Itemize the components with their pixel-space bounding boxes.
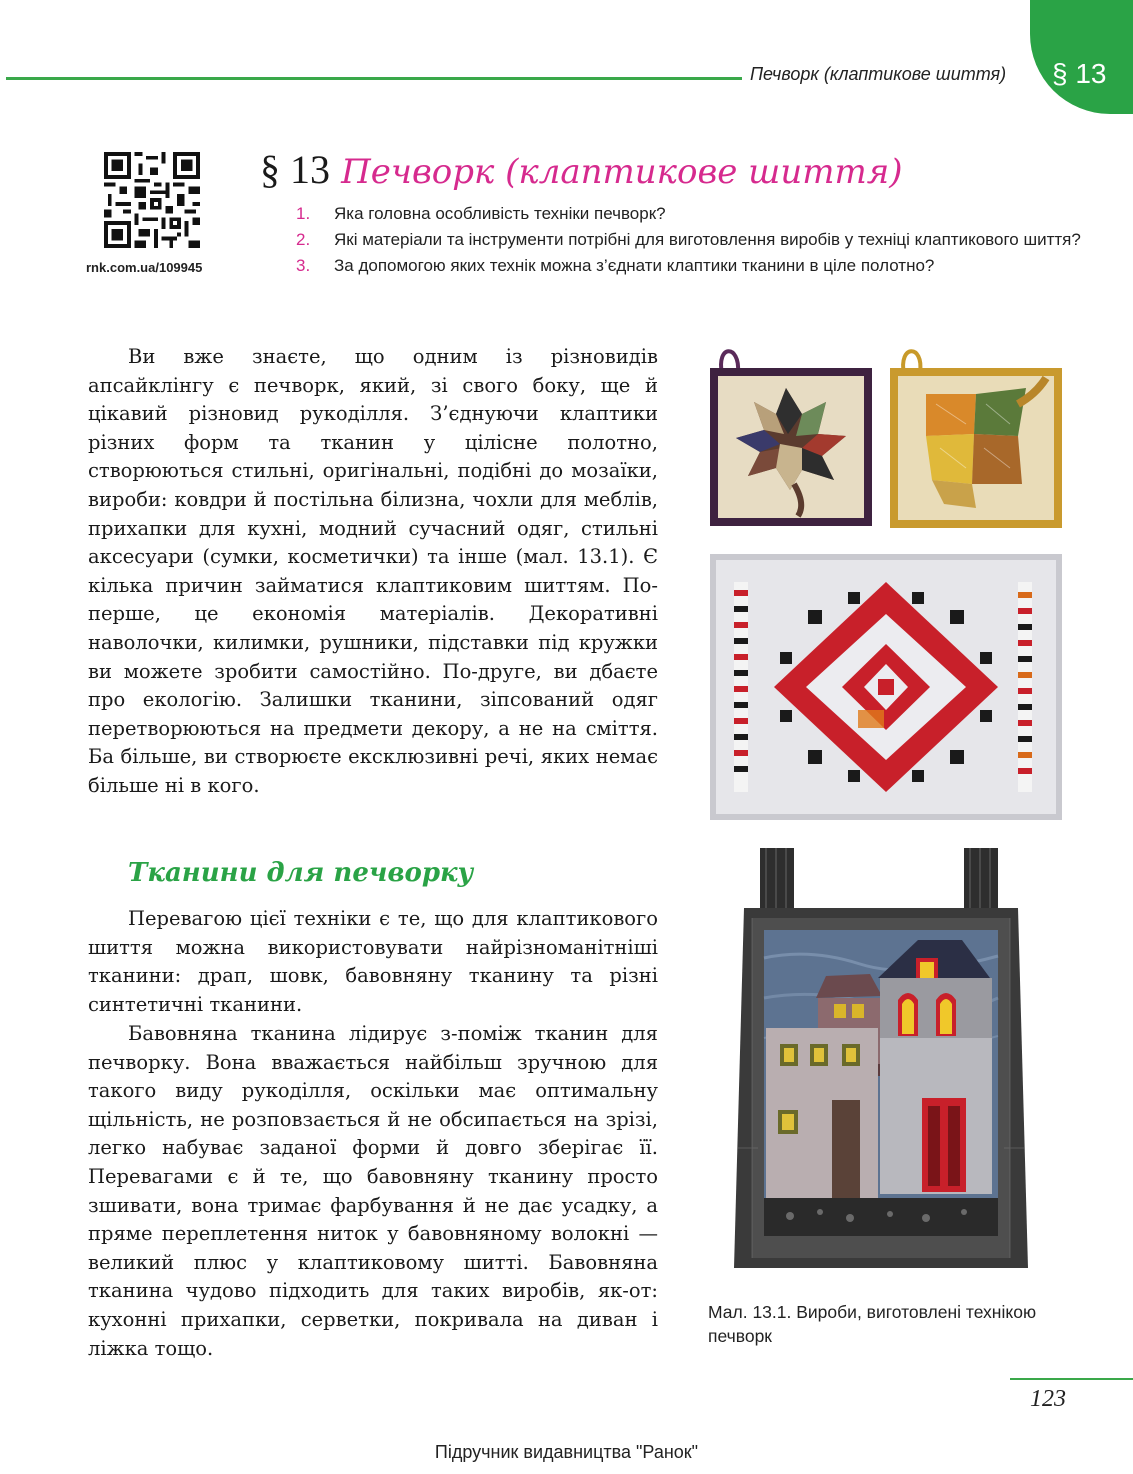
page-number: 123 (1030, 1386, 1066, 1412)
fabrics-paragraph-2: Бавовняна тканина лідирує з-поміж тканин для печворку. Вона вважається найбільш зручною для такого виду рукоділля, оскільки має оптимальну щільність, не розповзається й не обсипається на зрізі, легко набуває заданої форми й довго зберігає її. Перевагами є й те, що бавовняну тканину просто зшивати, вона тримає фарбування й не дає усадку, а пряме переплетення ниток у бавовняному волокні — великий плюс у клаптиковому шитті. Бавовняна тканина чудово підходить для таких виробів, як-от: кухонні прихапки, серветки, покривала на диван і ліжка тощо. (88, 1022, 658, 1360)
potholder-leaf-dark-image (706, 344, 874, 530)
intro-paragraph: Ви вже знаєте, що одним із різновидів апсайклінгу є печворк, який, зі свого боку, ще й цікавий різновид рукоділля. З’єднуючи клаптики різних форм та тканин у цілісне полотно, створюються стильні, оригінальні, подібні до мозаїки, вироби: ковдри й постільна білизна, чохли для меблів, прихапки для кухні, модний сучасний одяг, стильні аксесуари (сумки, косметички) та інше (мал. 13.1). Є кілька причин займатися клаптиковим шиттям. По-перше, це економія матеріалів. Декоративні наволочки, килимки, рушники, підставки під кружки ви можете зробити самостійно. По-друге, ви дбаєте про екологію. Залишки тканини, зіпсований одяг перетворюються на предмети декору, а не на сміття. Ба більше, ви створюєте ексклюзивні речі, яких немає більше ні в кого. (88, 345, 658, 797)
question-number: 2. (296, 230, 311, 249)
header-rule (6, 77, 742, 80)
page-title (260, 146, 903, 193)
question-text: Які матеріали та інструменти потрібні для виготовлення виробів у техніці клаптикового шиття? (334, 230, 1081, 249)
question-number: 3. (296, 256, 311, 275)
publisher-note: Підручник видавництва "Ранок" (434, 1442, 699, 1462)
title-text: Печворк (клаптикове шиття) (341, 152, 903, 192)
question-item (296, 254, 1086, 278)
running-title: Печворк (клаптикове шиття) (750, 64, 1007, 84)
question-text: За допомогою яких технік можна з’єднати клаптики тканини в ціле полотно? (334, 256, 935, 275)
question-item (296, 202, 1086, 226)
title-section-number: § 13 (260, 147, 330, 192)
fabrics-paragraph-1: Перевагою цієї техніки є те, що для клаптикового шиття можна використовувати найрізноманітніші тканини: драп, шовк, бавовняну тканину та різні синтетичні тканини. (88, 907, 658, 1016)
question-item (296, 228, 1086, 252)
section-tab-label: § 13 (1052, 58, 1107, 89)
fabrics-subheading: Тканини для печворку (128, 858, 474, 888)
footer-rule (1010, 1378, 1133, 1380)
question-text: Яка головна особливість техніки печворк? (334, 204, 666, 223)
section-tab (1030, 0, 1133, 114)
patchwork-bag-image (730, 848, 1032, 1278)
quilt-panel-image (708, 552, 1064, 822)
review-questions (296, 202, 1086, 280)
qr-url[interactable]: rnk.com.ua/109945 (86, 260, 203, 275)
qr-code-icon[interactable] (104, 152, 200, 248)
question-number: 1. (296, 204, 311, 223)
figure-caption: Мал. 13.1. Вироби, виготовлені технікою печворк (708, 1302, 1037, 1346)
potholder-leaf-yellow-image (886, 344, 1064, 530)
